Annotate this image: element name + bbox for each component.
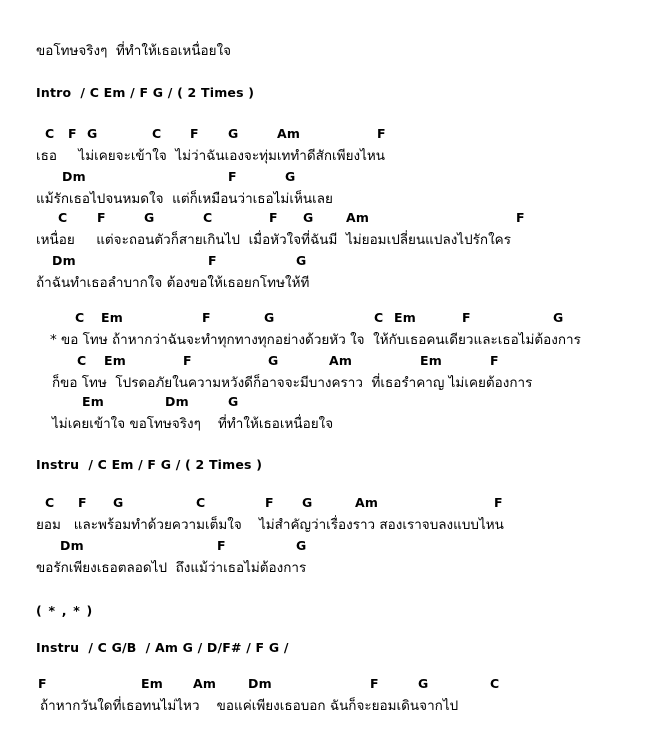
chord-g: G <box>228 394 239 409</box>
chord-g: G <box>553 310 564 325</box>
chord-c: C <box>58 210 68 225</box>
chord-em: Em <box>82 394 104 409</box>
lyric-line: ไม่เคยเข้าใจ ขอโทษจริงๆ ที่ทำให้เธอเหนื่อยใจ <box>52 416 334 432</box>
lyric-line: ถ้าฉันทำเธอลำบากใจ ต้องขอให้เธอยกโทษให้ที <box>36 275 310 291</box>
chord-am: Am <box>193 676 217 691</box>
chord-am: Am <box>346 210 370 225</box>
chord-am: Am <box>277 126 301 141</box>
section-header-instru-2: Instru / C G/B / Am G / D/F# / F G / <box>36 640 289 655</box>
chord-f: F <box>370 676 379 691</box>
chord-f: F <box>208 253 217 268</box>
chord-g: G <box>268 353 279 368</box>
chord-em: Em <box>394 310 416 325</box>
chord-g: G <box>87 126 98 141</box>
chord-f: F <box>494 495 503 510</box>
chord-dm: Dm <box>165 394 189 409</box>
chord-g: G <box>296 253 307 268</box>
chord-f: F <box>202 310 211 325</box>
chord-em: Em <box>104 353 126 368</box>
chord-c: C <box>203 210 213 225</box>
lyric-line: แม้รักเธอไปจนหมดใจ แต่ก็เหมือนว่าเธอไม่เห็นเลย <box>36 191 333 207</box>
chord-f: F <box>377 126 386 141</box>
chord-f: F <box>68 126 77 141</box>
chord-f: F <box>462 310 471 325</box>
chord-f: F <box>228 169 237 184</box>
chord-f: F <box>97 210 106 225</box>
section-header-intro: Intro / C Em / F G / ( 2 Times ) <box>36 85 255 100</box>
chord-am: Am <box>355 495 379 510</box>
chord-f: F <box>78 495 87 510</box>
chord-c: C <box>45 495 55 510</box>
lyric-line: ก็ขอ โทษ โปรดอภัยในความหวังดีก็อาจจะมีบางคราว ที่เธอรำคาญ ไม่เคยต้องการ <box>52 375 533 391</box>
chord-dm: Dm <box>60 538 84 553</box>
chord-g: G <box>144 210 155 225</box>
chord-dm: Dm <box>62 169 86 184</box>
chord-dm: Dm <box>248 676 272 691</box>
chord-g: G <box>418 676 429 691</box>
chord-em: Em <box>101 310 123 325</box>
chord-am: Am <box>329 353 353 368</box>
lyric-line: เธอ ไม่เคยจะเข้าใจ ไม่ว่าฉันเองจะทุ่มเททำดีสักเพียงไหน <box>36 148 385 164</box>
chord-f: F <box>38 676 47 691</box>
chord-g: G <box>228 126 239 141</box>
chord-c: C <box>152 126 162 141</box>
chord-c: C <box>196 495 206 510</box>
chord-c: C <box>45 126 55 141</box>
chord-dm: Dm <box>52 253 76 268</box>
lyric-line: ขอรักเพียงเธอตลอดไป ถึงแม้ว่าเธอไม่ต้องการ <box>36 560 307 576</box>
chord-f: F <box>516 210 525 225</box>
repeat-marker: ( * , * ) <box>36 603 94 618</box>
chord-g: G <box>285 169 296 184</box>
chord-c: C <box>490 676 500 691</box>
chord-f: F <box>217 538 226 553</box>
chord-g: G <box>264 310 275 325</box>
chord-g: G <box>113 495 124 510</box>
section-header-instru-1: Instru / C Em / F G / ( 2 Times ) <box>36 457 263 472</box>
chord-em: Em <box>420 353 442 368</box>
chord-c: C <box>77 353 87 368</box>
chord-f: F <box>183 353 192 368</box>
chord-f: F <box>190 126 199 141</box>
chord-c: C <box>374 310 384 325</box>
lyric-line: * ขอ โทษ ถ้าหากว่าฉันจะทำทุกทางทุกอย่างด้วยหัว ใจ ให้กับเธอคนเดียวและเธอไม่ต้องการ <box>50 332 581 348</box>
lyric-line: ถ้าหากวันใดที่เธอทนไม่ไหว ขอแค่เพียงเธอบอก ฉันก็จะยอมเดินจากไป <box>40 698 459 714</box>
lyric-line: ยอม และพร้อมทำด้วยความเต็มใจ ไม่สำคัญว่าเรื่องราว สองเราจบลงแบบไหน <box>36 517 504 533</box>
lyric-line: เหนื่อย แต่จะถอนตัวก็สายเกินไป เมื่อหัวใจที่ฉันมี ไม่ยอมเปลี่ยนแปลงไปรักใคร <box>36 232 511 248</box>
chord-g: G <box>302 495 313 510</box>
chord-g: G <box>296 538 307 553</box>
chord-f: F <box>490 353 499 368</box>
chord-c: C <box>75 310 85 325</box>
chord-g: G <box>303 210 314 225</box>
chord-f: F <box>269 210 278 225</box>
chord-f: F <box>265 495 274 510</box>
song-opening-lyric: ขอโทษจริงๆ ที่ทำให้เธอเหนื่อยใจ <box>36 43 232 59</box>
chord-em: Em <box>141 676 163 691</box>
